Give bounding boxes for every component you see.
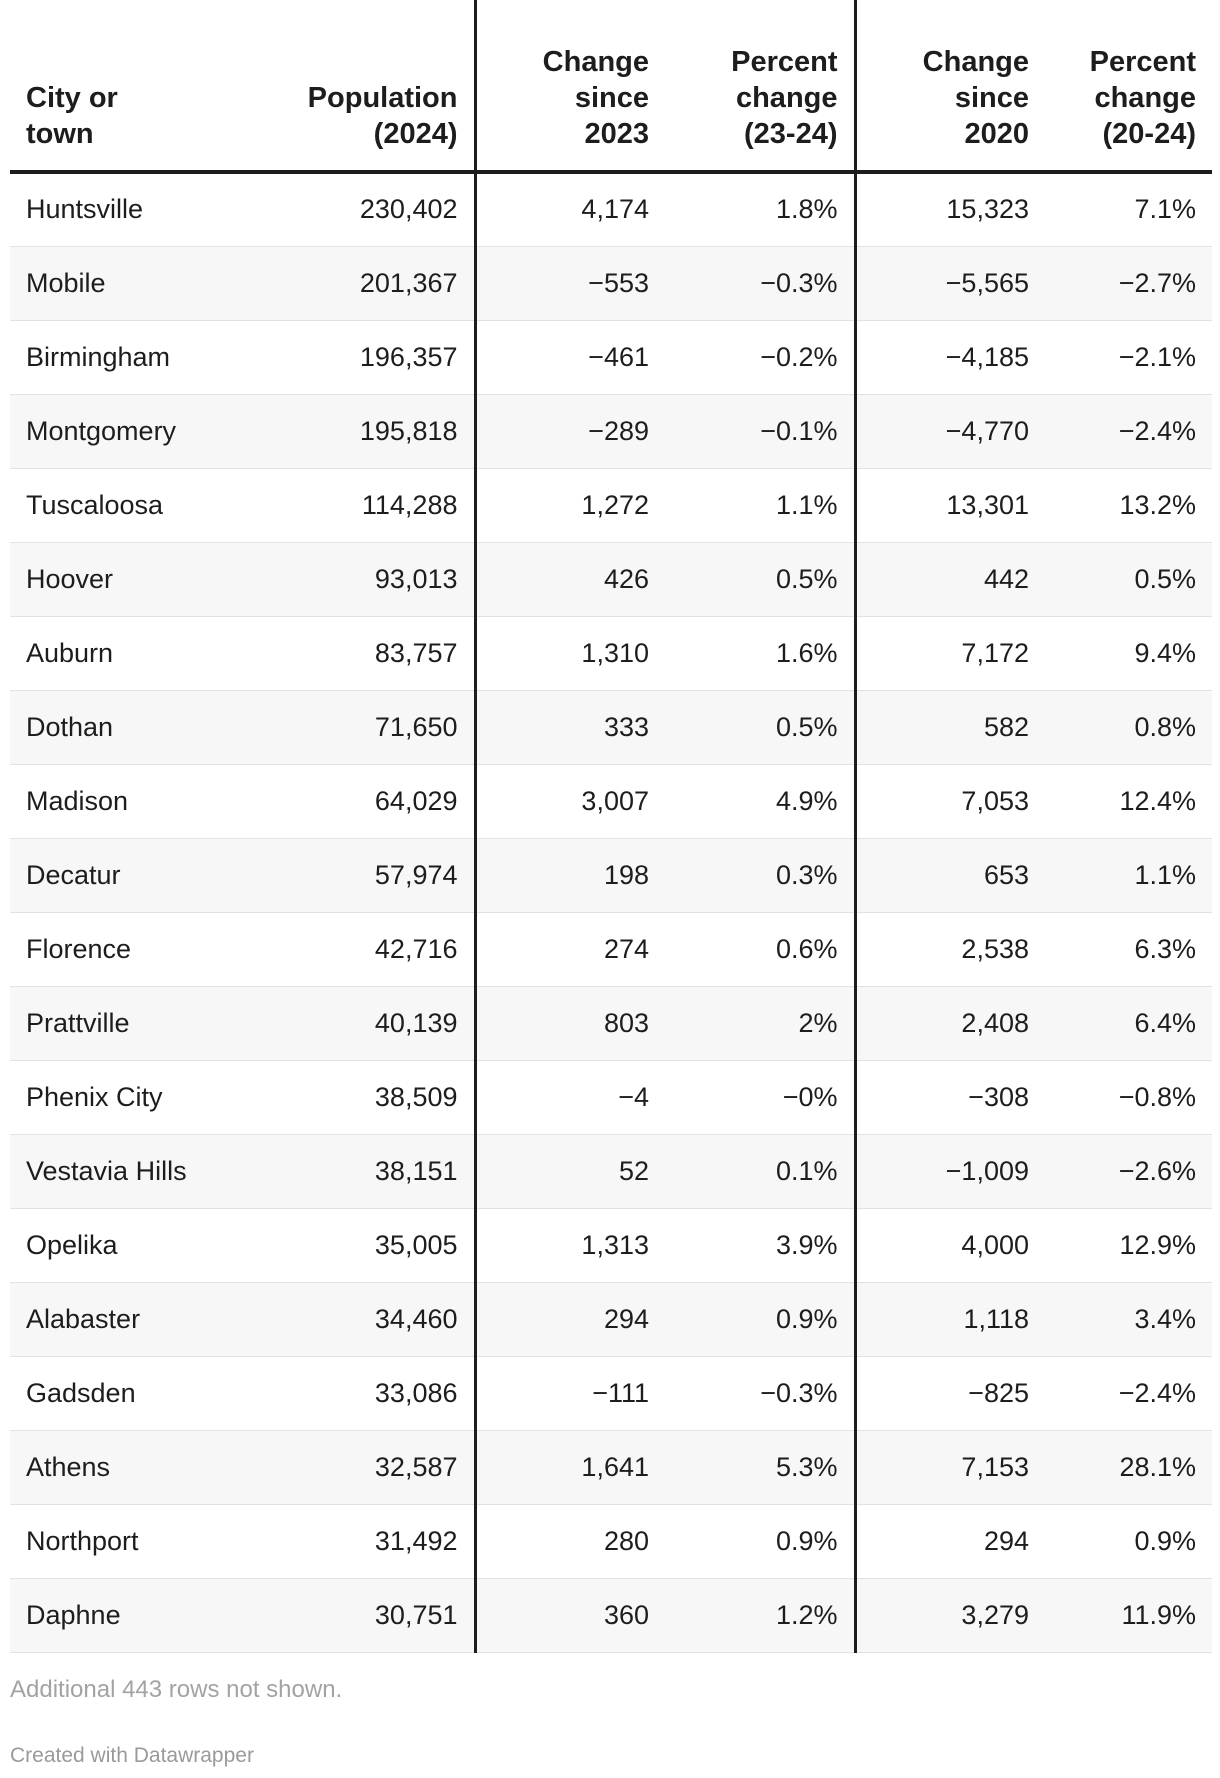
column-header-change-since-2023: [475, 0, 665, 172]
table-row: [10, 690, 1212, 764]
cell-percent-change-20-24: 0.9%: [1045, 1504, 1212, 1578]
cell-city: Tuscaloosa: [10, 468, 180, 542]
cell-change-since-2020: −4,185: [855, 320, 1045, 394]
cell-percent-change-23-24: 1.8%: [665, 172, 855, 246]
cell-city: Birmingham: [10, 320, 180, 394]
table-row: [10, 468, 1212, 542]
cell-population-2024: 196,357: [180, 320, 475, 394]
cell-change-since-2020: −4,770: [855, 394, 1045, 468]
cell-percent-change-20-24: −2.7%: [1045, 246, 1212, 320]
table-row: [10, 1578, 1212, 1652]
cell-percent-change-20-24: 12.9%: [1045, 1208, 1212, 1282]
cell-city: Phenix City: [10, 1060, 180, 1134]
cell-change-since-2023: 4,174: [475, 172, 665, 246]
table-row: [10, 1356, 1212, 1430]
cell-change-since-2023: 1,310: [475, 616, 665, 690]
column-header-line: (2024): [373, 118, 458, 150]
cell-percent-change-20-24: −0.8%: [1045, 1060, 1212, 1134]
cell-percent-change-20-24: 6.3%: [1045, 912, 1212, 986]
cell-percent-change-23-24: 1.1%: [665, 468, 855, 542]
cell-change-since-2023: 198: [475, 838, 665, 912]
cell-percent-change-20-24: 1.1%: [1045, 838, 1212, 912]
cell-city: Mobile: [10, 246, 180, 320]
population-table: [10, 0, 1212, 1653]
cell-change-since-2020: 15,323: [855, 172, 1045, 246]
table-row: [10, 1504, 1212, 1578]
table-row: [10, 1060, 1212, 1134]
cell-percent-change-20-24: 6.4%: [1045, 986, 1212, 1060]
cell-percent-change-23-24: −0%: [665, 1060, 855, 1134]
cell-change-since-2020: 4,000: [855, 1208, 1045, 1282]
cell-change-since-2020: −825: [855, 1356, 1045, 1430]
cell-population-2024: 83,757: [180, 616, 475, 690]
column-header-line: Percent: [731, 46, 838, 78]
column-header-line: change: [735, 82, 838, 114]
table-row: [10, 912, 1212, 986]
cell-change-since-2023: 3,007: [475, 764, 665, 838]
cell-change-since-2020: −5,565: [855, 246, 1045, 320]
rows-not-shown-note: Additional 443 rows not shown.: [10, 1676, 343, 1703]
column-header-line: 2023: [584, 118, 649, 150]
cell-change-since-2023: −461: [475, 320, 665, 394]
table-row: [10, 172, 1212, 246]
cell-change-since-2023: −111: [475, 1356, 665, 1430]
table-row: [10, 1134, 1212, 1208]
cell-change-since-2020: 582: [855, 690, 1045, 764]
header-row: [10, 0, 1212, 172]
cell-change-since-2023: 1,313: [475, 1208, 665, 1282]
table-row: [10, 394, 1212, 468]
cell-percent-change-23-24: 3.9%: [665, 1208, 855, 1282]
cell-city: Huntsville: [10, 172, 180, 246]
column-header-line: Percent: [1089, 46, 1196, 78]
datawrapper-credit: Created with Datawrapper: [10, 1744, 254, 1767]
cell-percent-change-23-24: 0.5%: [665, 690, 855, 764]
cell-change-since-2023: 274: [475, 912, 665, 986]
cell-city: Auburn: [10, 616, 180, 690]
column-header-line: change: [1094, 82, 1196, 114]
cell-change-since-2023: 426: [475, 542, 665, 616]
cell-change-since-2023: 52: [475, 1134, 665, 1208]
table-row: [10, 542, 1212, 616]
cell-change-since-2023: 280: [475, 1504, 665, 1578]
cell-city: Athens: [10, 1430, 180, 1504]
cell-population-2024: 35,005: [180, 1208, 475, 1282]
column-header-line: Change: [542, 46, 649, 78]
cell-population-2024: 40,139: [180, 986, 475, 1060]
table-row: [10, 838, 1212, 912]
cell-percent-change-23-24: 1.2%: [665, 1578, 855, 1652]
column-header-percent-change-23-24: [665, 0, 855, 172]
cell-population-2024: 38,151: [180, 1134, 475, 1208]
cell-percent-change-20-24: 3.4%: [1045, 1282, 1212, 1356]
cell-change-since-2020: 7,172: [855, 616, 1045, 690]
cell-change-since-2023: 294: [475, 1282, 665, 1356]
cell-city: Opelika: [10, 1208, 180, 1282]
cell-percent-change-20-24: −2.1%: [1045, 320, 1212, 394]
column-header-line: Population: [307, 82, 458, 114]
cell-change-since-2020: 1,118: [855, 1282, 1045, 1356]
cell-change-since-2020: 3,279: [855, 1578, 1045, 1652]
cell-percent-change-23-24: 0.9%: [665, 1504, 855, 1578]
cell-percent-change-20-24: 0.5%: [1045, 542, 1212, 616]
cell-population-2024: 30,751: [180, 1578, 475, 1652]
cell-change-since-2020: 294: [855, 1504, 1045, 1578]
cell-city: Northport: [10, 1504, 180, 1578]
table-row: [10, 1282, 1212, 1356]
cell-change-since-2023: −4: [475, 1060, 665, 1134]
cell-percent-change-23-24: 0.1%: [665, 1134, 855, 1208]
cell-population-2024: 195,818: [180, 394, 475, 468]
table-body: [10, 172, 1212, 1652]
cell-percent-change-20-24: 13.2%: [1045, 468, 1212, 542]
cell-percent-change-23-24: −0.3%: [665, 1356, 855, 1430]
cell-city: Montgomery: [10, 394, 180, 468]
cell-change-since-2020: 442: [855, 542, 1045, 616]
table-row: [10, 1430, 1212, 1504]
cell-change-since-2023: 1,641: [475, 1430, 665, 1504]
cell-percent-change-23-24: 2%: [665, 986, 855, 1060]
cell-change-since-2023: −289: [475, 394, 665, 468]
cell-population-2024: 42,716: [180, 912, 475, 986]
cell-percent-change-20-24: −2.6%: [1045, 1134, 1212, 1208]
cell-city: Vestavia Hills: [10, 1134, 180, 1208]
cell-percent-change-23-24: −0.2%: [665, 320, 855, 394]
column-header-population-2024: [180, 0, 475, 172]
cell-percent-change-20-24: 11.9%: [1045, 1578, 1212, 1652]
cell-change-since-2023: 803: [475, 986, 665, 1060]
cell-city: Madison: [10, 764, 180, 838]
cell-percent-change-23-24: 0.6%: [665, 912, 855, 986]
table-row: [10, 986, 1212, 1060]
column-header-line: (23-24): [744, 118, 838, 150]
cell-population-2024: 230,402: [180, 172, 475, 246]
column-header-city: [10, 0, 180, 172]
cell-percent-change-20-24: 28.1%: [1045, 1430, 1212, 1504]
cell-percent-change-23-24: 0.3%: [665, 838, 855, 912]
column-header-line: 2020: [964, 118, 1029, 150]
table-row: [10, 246, 1212, 320]
table-row: [10, 1208, 1212, 1282]
cell-percent-change-20-24: 7.1%: [1045, 172, 1212, 246]
cell-city: Florence: [10, 912, 180, 986]
cell-percent-change-20-24: −2.4%: [1045, 1356, 1212, 1430]
cell-change-since-2023: −553: [475, 246, 665, 320]
cell-population-2024: 93,013: [180, 542, 475, 616]
table-row: [10, 764, 1212, 838]
column-header-percent-change-20-24: [1045, 0, 1212, 172]
cell-change-since-2020: 7,053: [855, 764, 1045, 838]
cell-population-2024: 201,367: [180, 246, 475, 320]
cell-change-since-2020: 2,538: [855, 912, 1045, 986]
cell-change-since-2020: −1,009: [855, 1134, 1045, 1208]
cell-city: Hoover: [10, 542, 180, 616]
table-row: [10, 320, 1212, 394]
cell-city: Gadsden: [10, 1356, 180, 1430]
table-container: [10, 0, 1212, 1653]
cell-city: Prattville: [10, 986, 180, 1060]
cell-city: Decatur: [10, 838, 180, 912]
column-header-line: (20-24): [1102, 118, 1196, 150]
cell-change-since-2023: 360: [475, 1578, 665, 1652]
cell-percent-change-23-24: 5.3%: [665, 1430, 855, 1504]
cell-population-2024: 38,509: [180, 1060, 475, 1134]
cell-change-since-2020: 7,153: [855, 1430, 1045, 1504]
column-header-line: since: [574, 82, 649, 114]
cell-change-since-2020: 13,301: [855, 468, 1045, 542]
cell-percent-change-20-24: 0.8%: [1045, 690, 1212, 764]
cell-percent-change-20-24: −2.4%: [1045, 394, 1212, 468]
cell-change-since-2023: 333: [475, 690, 665, 764]
cell-population-2024: 114,288: [180, 468, 475, 542]
cell-population-2024: 34,460: [180, 1282, 475, 1356]
column-header-change-since-2020: [855, 0, 1045, 172]
cell-percent-change-23-24: 4.9%: [665, 764, 855, 838]
cell-percent-change-20-24: 12.4%: [1045, 764, 1212, 838]
cell-population-2024: 71,650: [180, 690, 475, 764]
cell-percent-change-23-24: 0.5%: [665, 542, 855, 616]
cell-percent-change-23-24: 0.9%: [665, 1282, 855, 1356]
cell-population-2024: 64,029: [180, 764, 475, 838]
cell-change-since-2020: −308: [855, 1060, 1045, 1134]
column-header-line: Change: [922, 46, 1029, 78]
cell-population-2024: 57,974: [180, 838, 475, 912]
cell-percent-change-23-24: −0.3%: [665, 246, 855, 320]
cell-change-since-2023: 1,272: [475, 468, 665, 542]
cell-percent-change-20-24: 9.4%: [1045, 616, 1212, 690]
cell-population-2024: 31,492: [180, 1504, 475, 1578]
column-header-line: since: [954, 82, 1029, 114]
column-header-line: City or town: [26, 82, 118, 150]
cell-population-2024: 33,086: [180, 1356, 475, 1430]
cell-city: Alabaster: [10, 1282, 180, 1356]
cell-percent-change-23-24: 1.6%: [665, 616, 855, 690]
cell-city: Dothan: [10, 690, 180, 764]
cell-city: Daphne: [10, 1578, 180, 1652]
cell-change-since-2020: 2,408: [855, 986, 1045, 1060]
cell-change-since-2020: 653: [855, 838, 1045, 912]
cell-percent-change-23-24: −0.1%: [665, 394, 855, 468]
table-row: [10, 616, 1212, 690]
cell-population-2024: 32,587: [180, 1430, 475, 1504]
